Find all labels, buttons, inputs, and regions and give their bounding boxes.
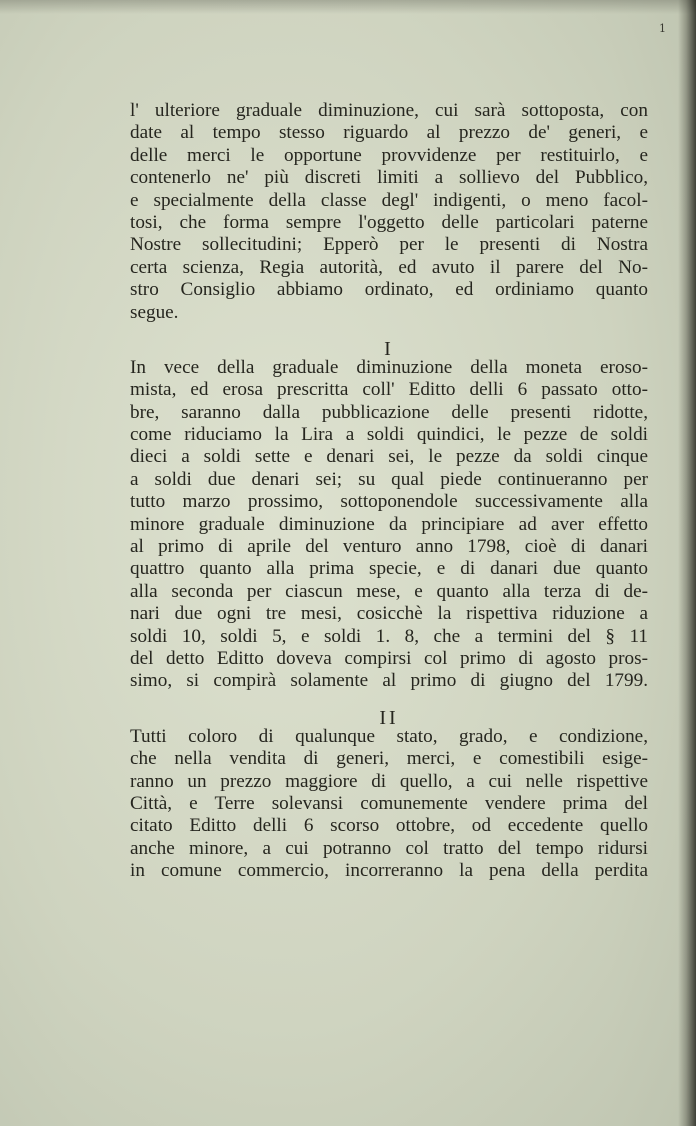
text-line: In vece della graduale diminuzione della moneta eroso-	[130, 356, 648, 378]
text-line: quattro quanto alla prima specie, e di danari due quanto	[130, 558, 648, 580]
section-heading-2: II	[379, 706, 399, 726]
text-line: bre, saranno dalla pubblicazione delle presenti ridotte,	[130, 401, 648, 423]
text-line: Città, e Terre solevansi comunemente vendere prima del	[130, 792, 648, 814]
text-line: tosi, che forma sempre l'oggetto delle particolari paterne	[130, 211, 648, 233]
text-line: segue.	[130, 301, 179, 323]
text-line: nari due ogni tre mesi, cosicchè la rispettiva riduzione a	[130, 603, 648, 625]
text-line: come riduciamo la Lira a soldi quindici, le pezze de soldi	[130, 424, 648, 446]
text-line: delle merci le opportune provvidenze per restituirlo, e	[130, 144, 648, 166]
text-line: al primo di aprile del venturo anno 1798, cioè di danari	[130, 536, 648, 558]
text-line: date al tempo stesso riguardo al prezzo de' generi, e	[130, 122, 648, 144]
edict-text	[130, 100, 648, 883]
page-gutter-shadow	[678, 0, 696, 1126]
text-line: anche minore, a cui potranno col tratto del tempo ridursi	[130, 837, 648, 859]
section-1-body	[130, 357, 648, 693]
text-line: minore graduale diminuzione da principiare ad aver effetto	[130, 513, 648, 535]
text-line: ranno un prezzo maggiore di quello, a cui nelle rispettive	[130, 770, 648, 792]
text-line: a soldi due denari sei; su qual piede continueranno per	[130, 468, 648, 490]
text-line: mista, ed erosa prescritta coll' Editto delli 6 passato otto-	[130, 379, 648, 401]
paragraph-1	[130, 100, 648, 324]
text-line: e specialmente della classe degl' indigenti, o meno facol-	[130, 189, 648, 211]
text-line: Nostre sollecitudini; Epperò per le presenti di Nostra	[130, 234, 648, 256]
text-line: stro Consiglio abbiamo ordinato, ed ordiniamo quanto	[130, 279, 648, 301]
page-folio-mark: 1	[659, 22, 666, 35]
text-line: l' ulteriore graduale diminuzione, cui sarà sottoposta, con	[130, 100, 648, 121]
section-2-body	[130, 726, 648, 883]
page-top-shadow	[0, 0, 696, 14]
text-line: del detto Editto doveva compirsi col primo di agosto pros-	[130, 647, 648, 669]
text-line: contenerlo ne' più discreti limiti a sollievo del Pubblico,	[130, 167, 648, 189]
text-line: simo, si compirà solamente al primo di giugno del 1799.	[130, 670, 648, 692]
text-line: soldi 10, soldi 5, e soldi 1. 8, che a termini del § 11	[130, 625, 648, 647]
text-line: citato Editto delli 6 scorso ottobre, od eccedente quello	[130, 815, 648, 837]
text-line: dieci a soldi sette e denari sei, le pezze da soldi cinque	[130, 446, 648, 468]
text-line: alla seconda per ciascun mese, e quanto alla terza di de-	[130, 580, 648, 602]
text-line: tutto marzo prossimo, sottoponendole successivamente alla	[130, 491, 648, 513]
text-line: che nella vendita di generi, merci, e comestibili esige-	[130, 748, 648, 770]
text-line: certa scienza, Regia autorità, ed avuto il parere del No-	[130, 256, 648, 278]
text-line: Tutti coloro di qualunque stato, grado, e condizione,	[130, 725, 648, 747]
section-heading-1: I	[384, 337, 394, 357]
text-line: in comune commercio, incorreranno la pena della perdita	[130, 860, 648, 882]
